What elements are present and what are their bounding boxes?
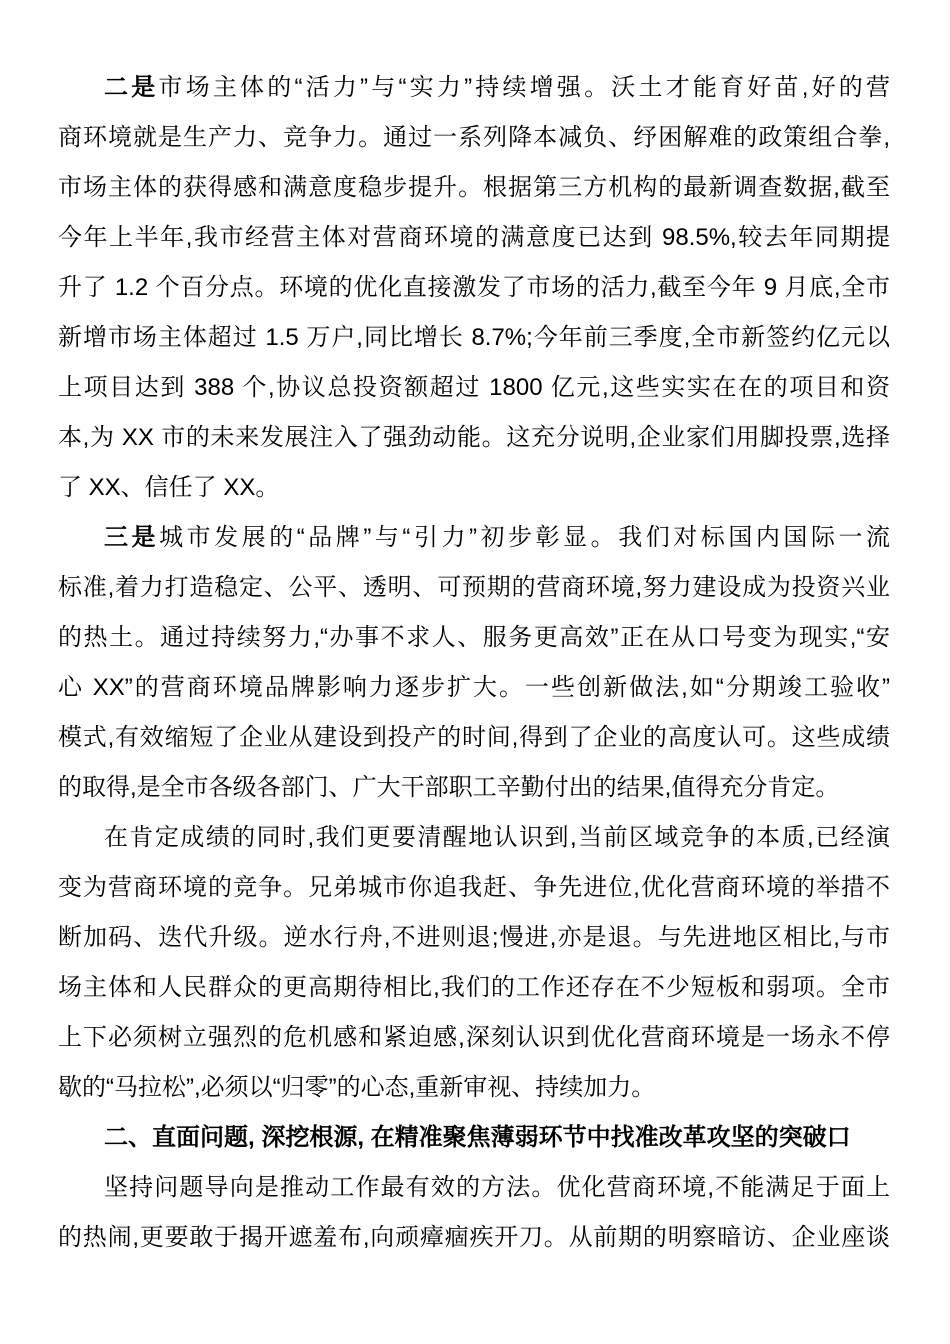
text-line — [58, 513, 890, 563]
text-line — [58, 563, 890, 613]
para-3-city-brand — [58, 513, 890, 813]
text-run: 心 XX”的营商环境品牌影响力逐步扩大。一些创新做法,如“分期竣工验收” — [58, 674, 890, 701]
bold-text-run: 二是 — [104, 74, 159, 101]
text-run: 标准,着力打造稳定、公平、透明、可预期的营商环境,努力建设成为投资兴业 — [58, 574, 890, 601]
text-line — [58, 1013, 890, 1063]
text-run: 的取得,是全市各级各部门、广大干部职工辛勤付出的结果,值得充分肯定。 — [58, 774, 840, 801]
text-line — [58, 613, 890, 663]
text-line — [58, 163, 890, 213]
document-body — [58, 63, 890, 1263]
text-line — [58, 313, 890, 363]
text-line — [58, 913, 890, 963]
heading-line — [58, 1113, 890, 1163]
bold-text-run: 三是 — [104, 524, 160, 551]
text-line — [58, 1163, 890, 1213]
text-run: 本,为 XX 市的未来发展注入了强劲动能。这充分说明,企业家们用脚投票,选择 — [58, 424, 890, 451]
text-run: 歇的“马拉松”,必须以“归零”的心态,重新审视、持续加力。 — [58, 1074, 656, 1101]
text-line — [58, 1213, 890, 1263]
para-2-market-vitality — [58, 63, 890, 513]
text-line — [58, 963, 890, 1013]
text-run: 上下必须树立强烈的危机感和紧迫感,深刻认识到优化营商环境是一场永不停 — [58, 1024, 890, 1051]
text-line — [58, 263, 890, 313]
text-line — [58, 463, 890, 513]
text-run: 新增市场主体超过 1.5 万户,同比增长 8.7%;今年前三季度,全市新签约亿元以 — [58, 324, 890, 351]
text-run: 城市发展的“品牌”与“引力”初步彰显。我们对标国内国际一流 — [159, 524, 890, 551]
text-run: 的热闹,更要敢于揭开遮羞布,向顽瘴痼疾开刀。从前期的明察暗访、企业座谈 — [58, 1224, 890, 1251]
text-line — [58, 113, 890, 163]
text-run: 变为营商环境的竞争。兄弟城市你追我赶、争先进位,优化营商环境的举措不 — [58, 874, 890, 901]
text-run: 坚持问题导向是推动工作最有效的方法。优化营商环境,不能满足于面上 — [104, 1174, 890, 1201]
text-run: 场主体和人民群众的更高期待相比,我们的工作还存在不少短板和弱项。全市 — [58, 974, 890, 1001]
para-problem-orientation — [58, 1163, 890, 1263]
bold-text-run: 二、直面问题, 深挖根源, 在精准聚焦薄弱环节中找准改革攻坚的突破口 — [104, 1124, 851, 1151]
text-run: 市场主体的“活力”与“实力”持续增强。沃土才能育好苗,好的营 — [158, 74, 890, 101]
text-line — [58, 363, 890, 413]
text-run: 市场主体的获得感和满意度稳步提升。根据第三方机构的最新调查数据,截至 — [58, 174, 890, 201]
text-run: 了 XX、信任了 XX。 — [58, 474, 280, 501]
heading-section-2-face-problems — [58, 1113, 890, 1163]
text-line — [58, 713, 890, 763]
text-line — [58, 763, 890, 813]
text-run: 的热土。通过持续努力,“办事不求人、服务更高效”正在从口号变为现实,“安 — [58, 624, 890, 651]
text-line — [58, 1063, 890, 1113]
text-run: 今年上半年,我市经营主体对营商环境的满意度已达到 98.5%,较去年同期提 — [58, 224, 890, 251]
text-run: 升了 1.2 个百分点。环境的优化直接激发了市场的活力,截至今年 9 月底,全市 — [58, 274, 890, 301]
text-line — [58, 863, 890, 913]
text-line — [58, 663, 890, 713]
text-line — [58, 413, 890, 463]
text-run: 模式,有效缩短了企业从建设到投产的时间,得到了企业的高度认可。这些成绩 — [58, 724, 890, 751]
text-line — [58, 813, 890, 863]
text-line — [58, 63, 890, 113]
text-line — [58, 213, 890, 263]
text-run: 在肯定成绩的同时,我们更要清醒地认识到,当前区域竞争的本质,已经演 — [104, 824, 890, 851]
para-soberly-recognize-competition — [58, 813, 890, 1113]
text-run: 断加码、迭代升级。逆水行舟,不进则退;慢进,亦是退。与先进地区相比,与市 — [58, 924, 890, 951]
text-run: 商环境就是生产力、竞争力。通过一系列降本减负、纾困解难的政策组合拳, — [58, 124, 890, 151]
text-run: 上项目达到 388 个,协议总投资额超过 1800 亿元,这些实实在在的项目和资 — [58, 374, 890, 401]
